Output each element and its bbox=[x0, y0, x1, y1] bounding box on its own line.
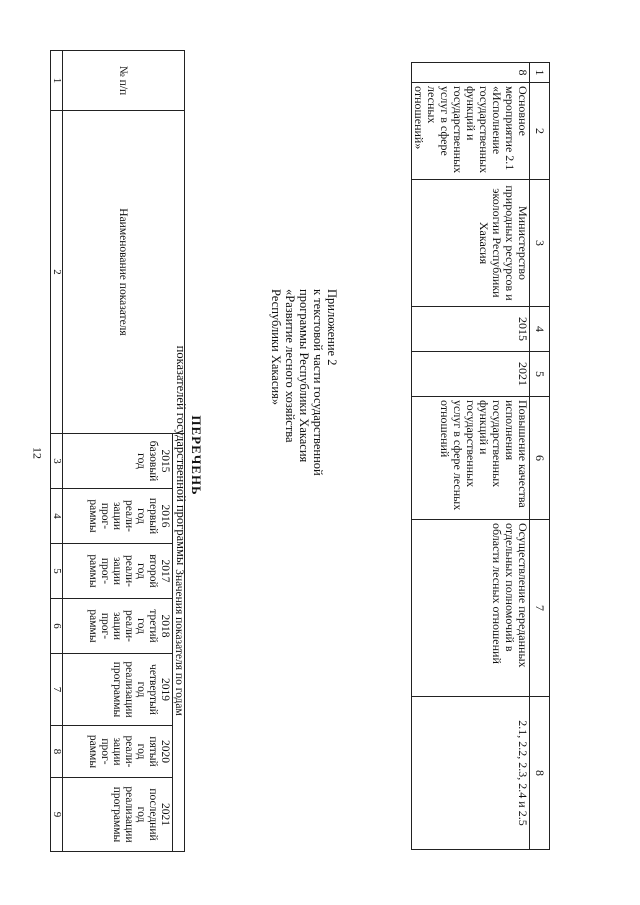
year-column-2016 bbox=[63, 489, 173, 544]
year-column-2021 bbox=[63, 778, 173, 852]
year-column-2017 bbox=[63, 544, 173, 599]
year-label: базовый год bbox=[135, 440, 159, 482]
header-row bbox=[173, 51, 185, 852]
year: 2018 bbox=[159, 614, 171, 638]
table-row bbox=[412, 63, 530, 850]
list-title: ПЕРЕЧЕНЬ bbox=[189, 415, 204, 496]
col-number-8: 8 bbox=[51, 726, 63, 778]
main-directions: Осуществление переданных отдельных полномочий в области лесных отношений bbox=[412, 520, 530, 697]
page-number: 12 bbox=[30, 447, 45, 459]
col-number-1: 1 bbox=[530, 63, 550, 83]
year-label: первый год реали-зации прог-раммы bbox=[87, 497, 159, 535]
col-number-7: 7 bbox=[51, 654, 63, 726]
list-subtitle: показателей государственной программы bbox=[174, 345, 188, 566]
col-number-6: 6 bbox=[530, 397, 550, 520]
col-number-2: 2 bbox=[51, 111, 63, 434]
row-number: 8 bbox=[412, 63, 530, 83]
col-number-3: 3 bbox=[530, 180, 550, 307]
responsible-executor: Министерство природных ресурсов и экологии Республики Хакасия bbox=[412, 180, 530, 307]
start-year: 2015 bbox=[412, 307, 530, 352]
appendix-line: программы Республики Хакасия bbox=[297, 289, 311, 463]
col-number-7: 7 bbox=[530, 520, 550, 697]
appendix-line: Приложение 2 bbox=[325, 289, 339, 366]
activity-name: Основное мероприятие 2.1 «Исполнение государственных функций и государственных услуг в сфере лесных отношений» bbox=[412, 83, 530, 180]
year: 2021 bbox=[159, 803, 171, 826]
year-label: второй год реали-зации прог-раммы bbox=[87, 554, 159, 588]
col-number-2: 2 bbox=[530, 83, 550, 180]
year-column-2015 bbox=[63, 434, 173, 489]
col-number-8: 8 bbox=[530, 697, 550, 850]
col-number-5: 5 bbox=[530, 352, 550, 397]
year: 2016 bbox=[159, 504, 171, 528]
indicators-table bbox=[50, 50, 185, 852]
year-column-2019 bbox=[63, 654, 173, 726]
appendix-line: «Развитие лесного хозяйства bbox=[283, 289, 297, 443]
year: 2020 bbox=[159, 740, 171, 763]
header-values-by-year: Значения показателя по годам bbox=[173, 434, 185, 852]
column-number-row bbox=[51, 51, 63, 852]
header-indicator-name: Наименование показателя bbox=[63, 111, 185, 434]
year-column-2018 bbox=[63, 599, 173, 654]
end-year: 2021 bbox=[412, 352, 530, 397]
appendix-line: Республики Хакасия» bbox=[269, 289, 283, 406]
col-number-3: 3 bbox=[51, 434, 63, 489]
year-label: последний год реализации программы bbox=[111, 786, 159, 843]
col-number-6: 6 bbox=[51, 599, 63, 654]
year-column-2020 bbox=[63, 726, 173, 778]
col-number-1: 1 bbox=[51, 51, 63, 111]
col-number-4: 4 bbox=[51, 489, 63, 544]
year-label: пятый год реали-зации прог-раммы bbox=[87, 734, 159, 769]
col-number-4: 4 bbox=[530, 307, 550, 352]
year: 2019 bbox=[159, 678, 171, 701]
col-number-9: 9 bbox=[51, 778, 63, 852]
expected-result: Повышение качества исполнения государственных функций и государственных услуг в сфере лесных отношений bbox=[412, 397, 530, 520]
header-number: № п/п bbox=[63, 51, 185, 111]
linked-indicators: 2.1, 2.2, 2.3, 2.4 и 2.5 bbox=[412, 697, 530, 850]
year-label: третий год реали-зации прог-раммы bbox=[87, 609, 159, 643]
year-label: четвертый год реализации программы bbox=[111, 661, 159, 718]
activities-table bbox=[411, 62, 550, 850]
appendix-note bbox=[269, 289, 339, 509]
column-number-row bbox=[530, 63, 550, 850]
year: 2015 bbox=[159, 449, 171, 473]
year: 2017 bbox=[159, 559, 171, 583]
appendix-line: к текстовой части государственной bbox=[311, 289, 325, 476]
col-number-5: 5 bbox=[51, 544, 63, 599]
